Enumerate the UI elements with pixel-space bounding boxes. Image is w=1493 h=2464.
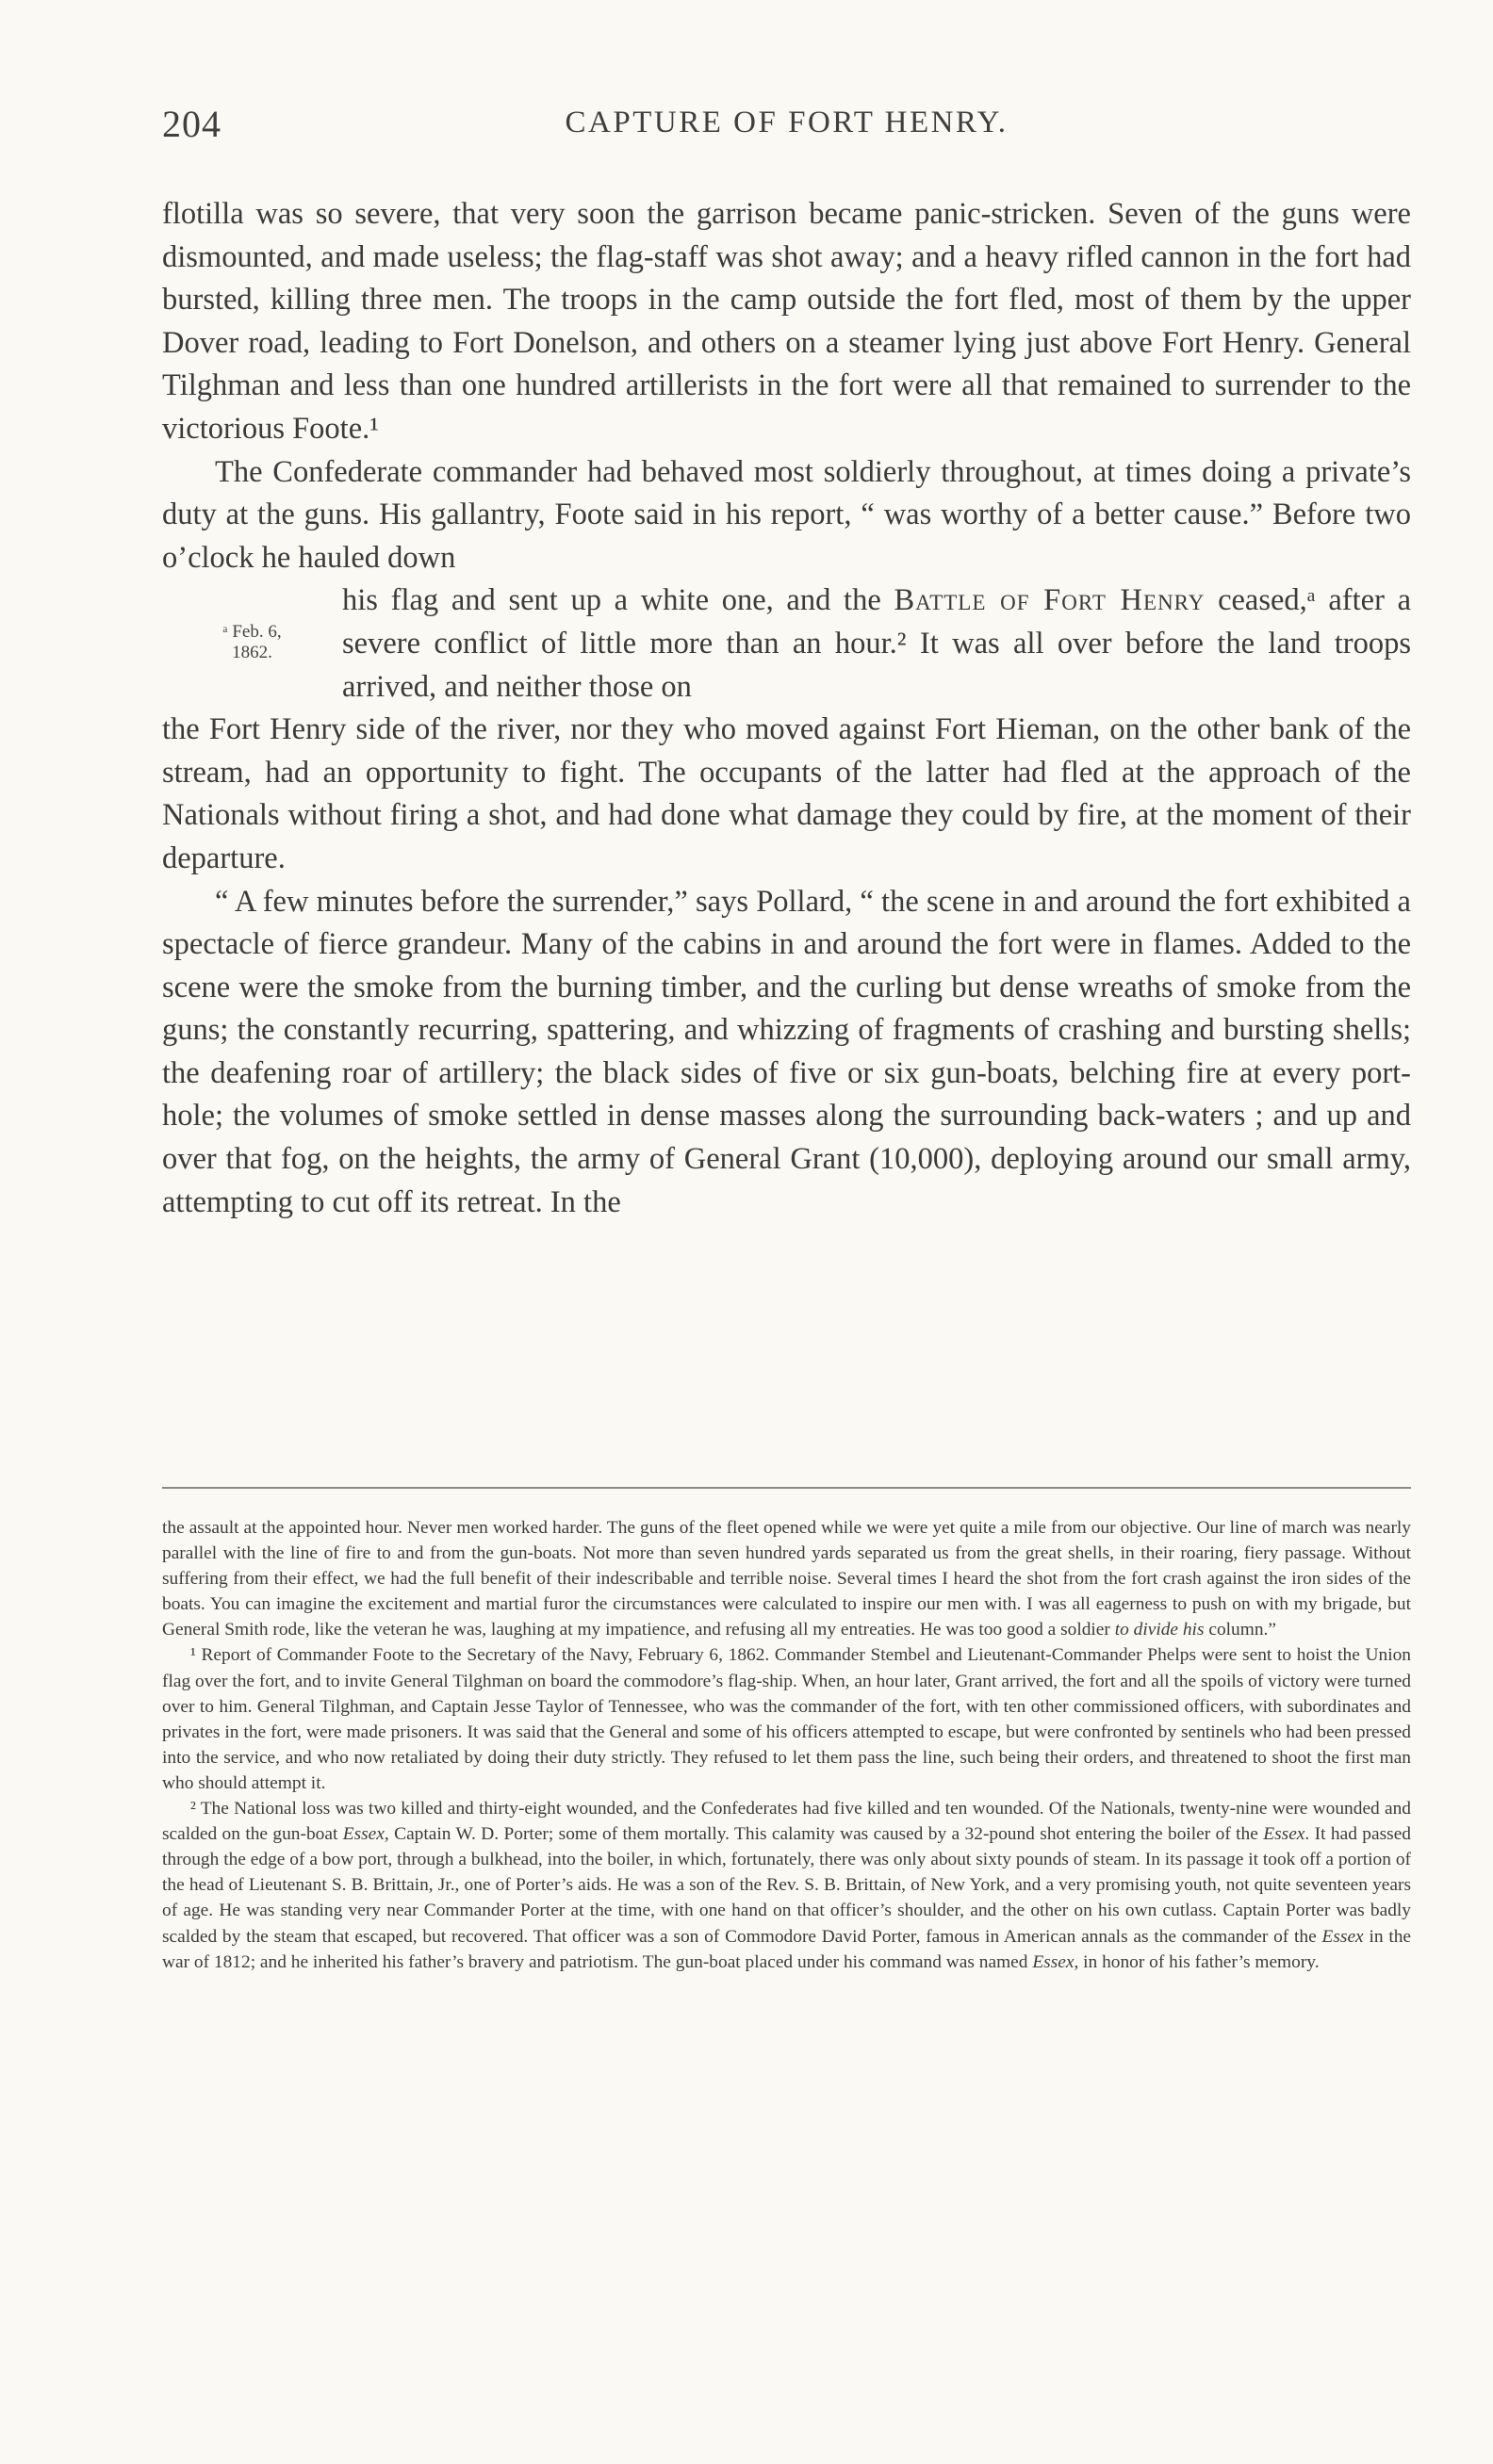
margin-date-line-1: ᵃ Feb. 6,: [222, 622, 282, 643]
paragraph-3: “ A few minutes before the surrender,” says Pollard, “ the scene in and around the fort exhibited a spectacle of fierce grandeur. Many of the cabins in and around the fort were in flames. Added to the scene were the smoke from the burning timber, and the curling but dense wreaths of smoke from the guns; the constantly recurring, spattering, and whizzing of fragments of crashing and bursting shells; the deafening roar of artillery; the black sides of five or six gun-boats, belching fire at every port-hole; the volumes of smoke settled in dense masses along the surrounding back-waters ; and up and over that fog, on the heights, the army of General Grant (10,000), deploying around our small army, attempting to cut off its retreat. In the: [162, 884, 1411, 1219]
paragraph-2-text-a: his flag and sent up a white one, and the: [342, 583, 894, 618]
main-text: [162, 193, 1411, 1224]
footnote-continuation: [162, 1515, 1411, 1642]
footnote-2-text-b: , Captain W. D. Porter; some of them mortally. This calamity was caused by a 32-pound shot entering the boiler of the: [384, 1824, 1264, 1845]
paragraph-1: flotilla was so severe, that very soon the garrison became panic-stricken. Seven of the guns were dismounted, and made useless; the flag-staff was shot away; and a heavy rifled cannon in the fort had bursted, killing three men. The troops in the camp outside the fort fled, most of them by the upper Dover road, leading to Fort Donelson, and others on a steamer lying just above Fort Henry. General Tilghman and less than one hundred artillerists in the fort were all that remained to surrender to the victorious Foote.¹: [162, 197, 1411, 446]
ship-name: Essex: [1032, 1951, 1075, 1972]
paragraph-2-text-b: ceased,ᵃ after a severe conflict of little more than an hour.² It was all over before the land troops arrived, and neither those on: [342, 583, 1412, 704]
battle-name: Battle of Fort Henry: [894, 583, 1206, 618]
ship-name: Essex: [1321, 1926, 1364, 1947]
footnote-continuation-italic: to divide his: [1114, 1620, 1205, 1640]
footnote-divider: [162, 1487, 1411, 1489]
footnotes: [162, 1515, 1411, 1975]
running-title: CAPTURE OF FORT HENRY.: [565, 106, 1009, 139]
page-header: [162, 102, 1411, 158]
paragraph-2-sidenote-block: [162, 579, 1411, 709]
footnote-continuation-end: column.”: [1204, 1620, 1276, 1640]
page-number: 204: [162, 103, 221, 145]
paragraph-2-indented: [342, 579, 1411, 709]
footnote-2-text-e: , in honor of his father’s memory.: [1074, 1951, 1320, 1972]
ship-name: Essex: [1263, 1824, 1305, 1845]
paragraph-2-start: The Confederate commander had behaved most soldierly throughout, at times doing a private’s duty at the guns. His gallantry, Foote said in his report, “ was worthy of a better cause.” Before two o’clock he hauled down: [162, 454, 1411, 575]
margin-date-note: [162, 579, 342, 663]
ship-name: Essex: [342, 1824, 385, 1845]
footnote-2-text-a: ² The National loss was two killed and thirty-eight wounded, and the Confederates had five killed and ten wounded. Of the Nationals, twenty-nine were wounded and scalded on the gun-boat: [162, 1799, 1411, 1845]
footnote-1: ¹ Report of Commander Foote to the Secretary of the Navy, February 6, 1862. Commander Stembel and Lieutenant-Commander Phelps were sent to hoist the Union flag over the fort, and to invite General Tilghman on board the commodore’s flag-ship. When, an hour later, Grant arrived, the fort and all the spoils of victory were turned over to him. General Tilghman, and Captain Jesse Taylor of Tennessee, who was the commander of the fort, with ten other commissioned officers, with subordinates and privates in the fort, were made prisoners. It was said that the General and some of his officers attempted to escape, but were confronted by sentinels who had been pressed into the service, and who now retaliated by doing their duty strictly. They refused to let them pass the line, such being their orders, and threatened to shoot the first man who should attempt it.: [162, 1645, 1411, 1793]
footnote-2-text-c: . It had passed through the edge of a bow port, through a bulkhead, into the boiler, in which, fortunately, there was only about sixty pounds of steam. In its passage it took off a portion of the head of Lieutenant S. B. Brittain, Jr., one of Porter’s aids. He was a son of the Rev. S. B. Brittain, of New York, and a very promising youth, not quite seventeen years of age. He was standing very near Commander Porter at the time, with one hand on that officer’s shoulder, and the other on his own cutlass. Captain Porter was badly scalded by the steam that escaped, but recovered. That officer was a son of Commodore David Porter, famous in American annals as the commander of the: [162, 1824, 1411, 1947]
paragraph-2-end: the Fort Henry side of the river, nor they who moved against Fort Hieman, on the other bank of the stream, had an opportunity to fight. The occupants of the latter had fled at the approach of the Nationals without firing a shot, and had done what damage they could by fire, at the moment of their departure.: [162, 712, 1411, 875]
footnote-continuation-text: the assault at the appointed hour. Never men worked harder. The guns of the fleet opened while we were yet quite a mile from our objective. Our line of march was nearly parallel with the line of fire to and from the gun-boats. Not more than seven hundred yards separated us from the great shells, in their roaring, fiery passage. Without suffering from their effect, we had the full benefit of their indescribable and terrible noise. Several times I heard the shot from the fort crash against the iron sides of the boats. You can imagine the excitement and martial furor the circumstances were calculated to inspire our men with. I was all eagerness to push on with my brigade, but General Smith rode, like the veteran he was, laughing at my impatience, and refusing all my entreaties. He was too good a soldier: [162, 1518, 1411, 1640]
footnote-2-text-d: in the war of 1812; and he inherited his father’s bravery and patriotism. The gun-boat placed under his command was named: [162, 1926, 1412, 1972]
footnote-2: [162, 1796, 1411, 1975]
margin-date-line-2: 1862.: [232, 643, 272, 663]
